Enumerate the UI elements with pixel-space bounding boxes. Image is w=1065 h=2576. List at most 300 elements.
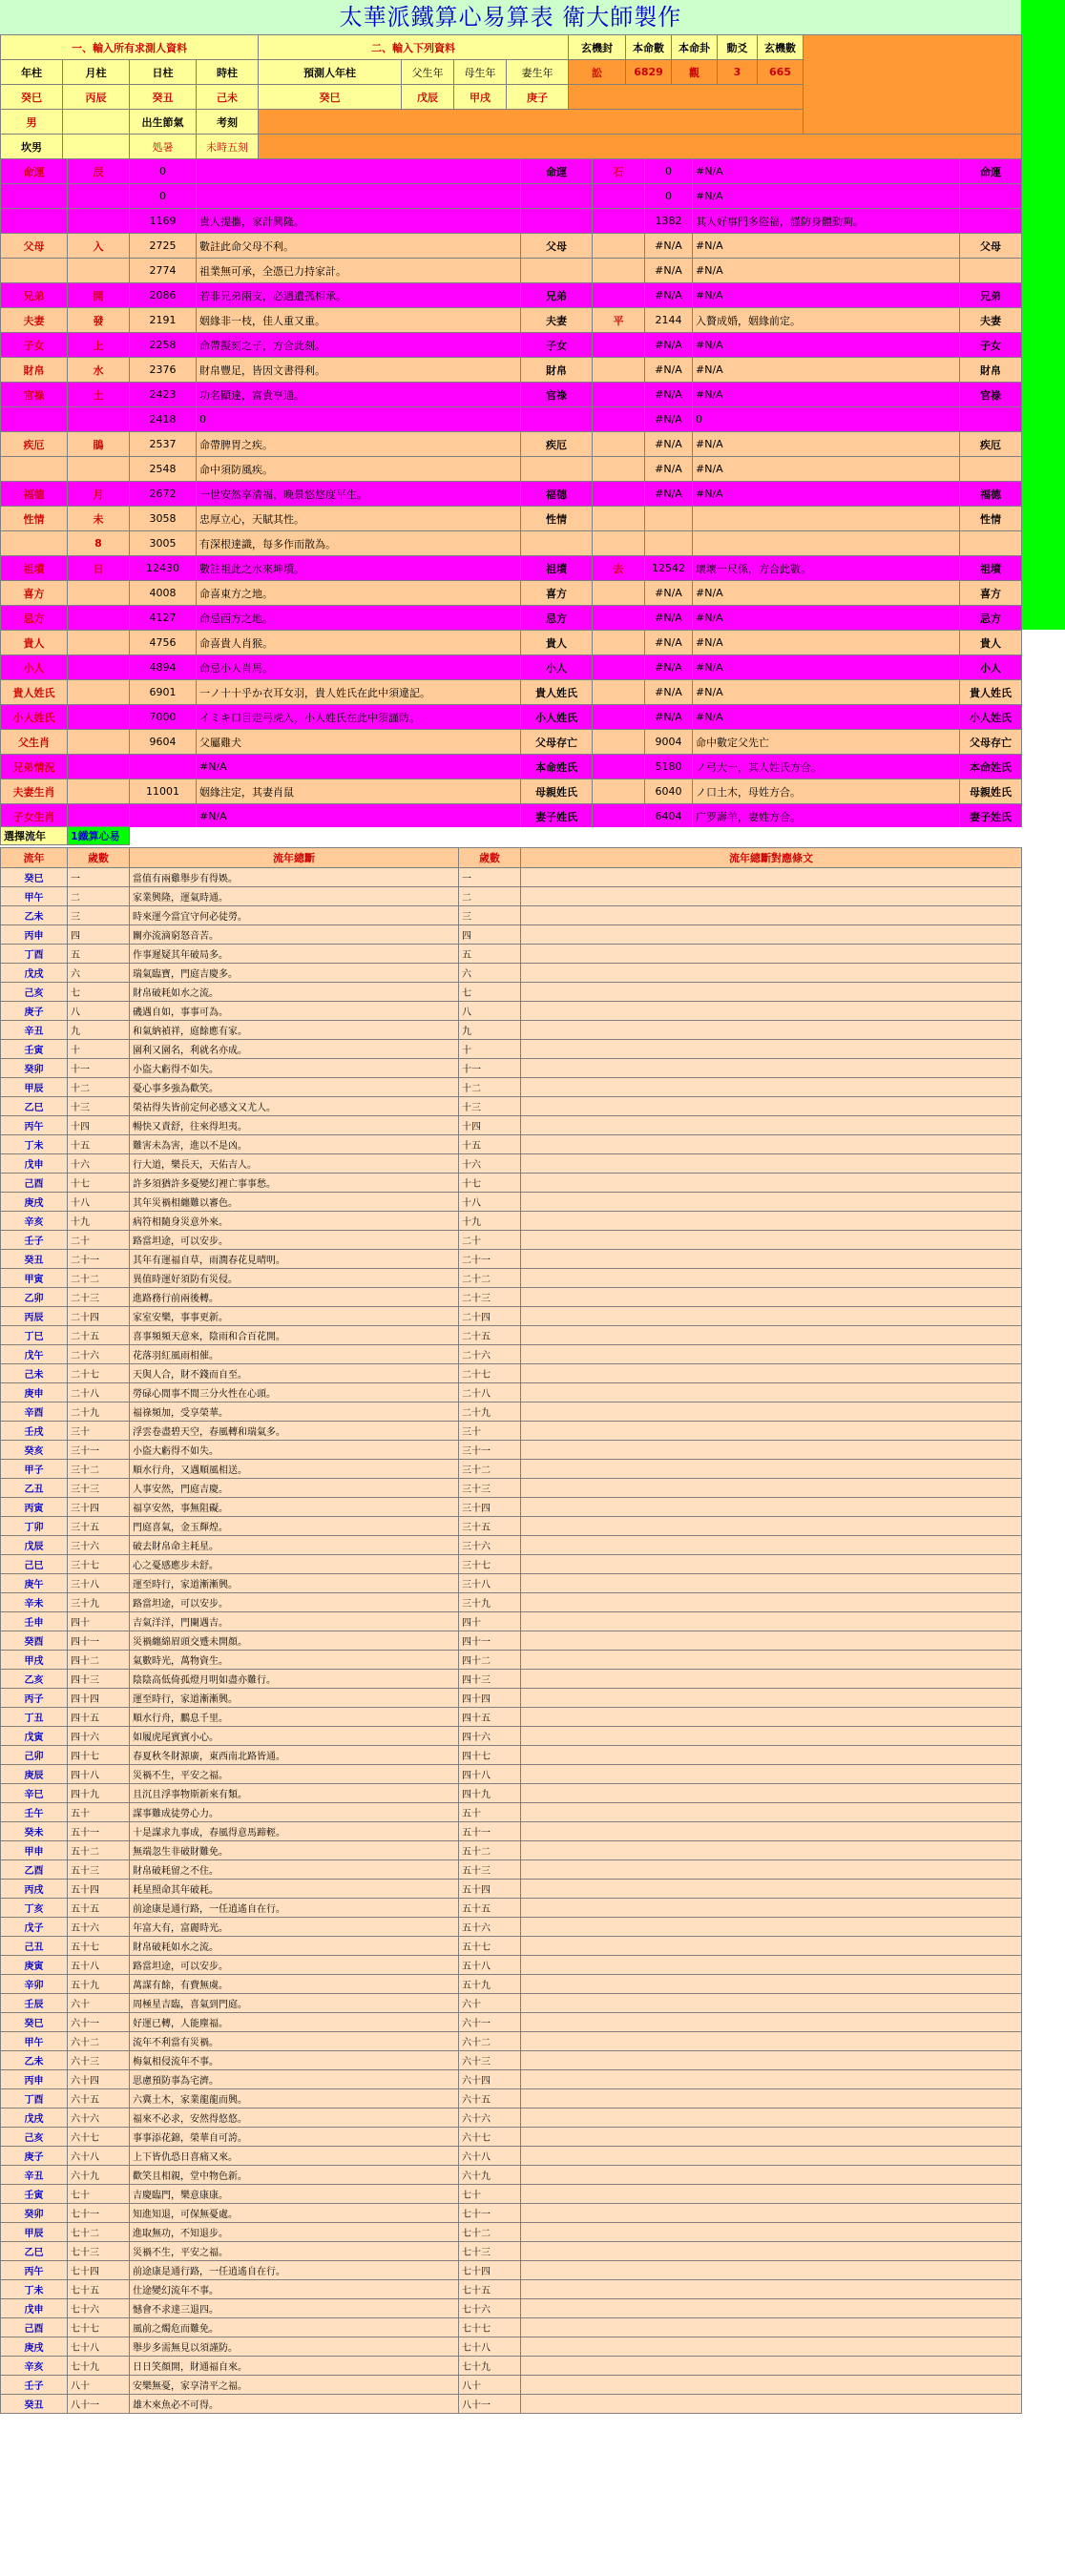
hour-pillar-input[interactable]: 己未: [197, 85, 259, 110]
palace-key: [68, 631, 130, 655]
liunian-ganzhi: 庚戌: [1, 2337, 68, 2357]
kan-label: 坎男: [1, 135, 63, 159]
palace-label: [1, 407, 68, 432]
liunian-ganzhi: 辛亥: [1, 1212, 68, 1231]
liunian-text: [521, 2147, 1022, 2166]
liunian-summary: 財帛破耗留之不住。: [130, 1860, 459, 1880]
palace-number-right: 12542: [645, 556, 693, 581]
destiny-row: [1, 556, 1022, 581]
palace-key: 鵑: [68, 432, 130, 457]
liunian-age: 六十四: [68, 2070, 130, 2089]
liunian-ganzhi: 丙申: [1, 925, 68, 945]
mystic-val-2: 觀: [672, 60, 718, 85]
palace-number: 2725: [130, 234, 197, 259]
palace-text: 命帶擬刻之子，方合此刻。: [197, 333, 521, 358]
palace-number: 9604: [130, 730, 197, 755]
liunian-age-ref: 十七: [459, 1174, 521, 1193]
destiny-row: [1, 283, 1022, 308]
liunian-age: 六十: [68, 1994, 130, 2013]
palace-text-right: 0: [693, 407, 960, 432]
liunian-age: 二十八: [68, 1383, 130, 1402]
palace-label: 官祿: [1, 383, 68, 407]
liunian-age-ref: 十六: [459, 1154, 521, 1174]
palace-number: 0: [130, 184, 197, 209]
liunian-row: [1, 1383, 1022, 1402]
liunian-ganzhi: 癸亥: [1, 1441, 68, 1460]
liunian-ganzhi: 壬寅: [1, 2185, 68, 2204]
liunian-age-ref: 二十二: [459, 1269, 521, 1288]
palace-label-right: 福德: [521, 482, 593, 507]
liunian-age-ref: 五十八: [459, 1956, 521, 1975]
liunian-row: [1, 1708, 1022, 1727]
palace-key-right: [593, 482, 645, 507]
liunian-row: [1, 1860, 1022, 1880]
destiny-row: [1, 755, 1022, 779]
palace-text-right: #N/A: [693, 283, 960, 308]
palace-label-far: 妻子姓氏: [960, 804, 1022, 829]
wife-year-input[interactable]: 庚子: [507, 85, 569, 110]
month-pillar-input[interactable]: 丙辰: [63, 85, 130, 110]
palace-label: 財帛: [1, 358, 68, 383]
palace-label-far: 財帛: [960, 358, 1022, 383]
palace-label-right: 祖墳: [521, 556, 593, 581]
birth-term-value[interactable]: 処暑: [130, 135, 197, 159]
liunian-ganzhi: 庚辰: [1, 1765, 68, 1784]
destiny-row: [1, 804, 1022, 829]
liunian-row: [1, 1765, 1022, 1784]
liunian-age: 二十九: [68, 1402, 130, 1422]
liunian-age: 四十四: [68, 1689, 130, 1708]
liunian-text: [521, 2013, 1022, 2032]
liunian-summary: 其年有運福自草，雨潤春花見晴明。: [130, 1250, 459, 1269]
palace-number-right: #N/A: [645, 606, 693, 631]
palace-key-right: [593, 209, 645, 234]
palace-key-right: [593, 755, 645, 779]
liunian-ganzhi: 丙午: [1, 1116, 68, 1135]
liunian-age-ref: 二十八: [459, 1383, 521, 1402]
liunian-age-ref: 一: [459, 868, 521, 887]
palace-key: [68, 730, 130, 755]
liunian-text: [521, 1994, 1022, 2013]
liunian-age-ref: 三十八: [459, 1574, 521, 1593]
liunian-age: 七十八: [68, 2337, 130, 2357]
liunian-text: [521, 1899, 1022, 1918]
liunian-row: [1, 1307, 1022, 1326]
liunian-text: [521, 964, 1022, 983]
liunian-row: [1, 1422, 1022, 1441]
liunian-age-ref: 十五: [459, 1135, 521, 1154]
palace-number: 4008: [130, 581, 197, 606]
palace-label-right: 官祿: [521, 383, 593, 407]
liunian-text: [521, 1956, 1022, 1975]
palace-text-right: #N/A: [693, 655, 960, 680]
liunian-text: [521, 2109, 1022, 2128]
liunian-age-ref: 五十九: [459, 1975, 521, 1994]
liunian-text: [521, 2318, 1022, 2337]
predict-year-input[interactable]: 癸巳: [259, 85, 402, 110]
palace-key-right: 石: [593, 159, 645, 184]
section2-label: 二、輸入下列資料: [259, 35, 569, 60]
palace-text-right: #N/A: [693, 259, 960, 283]
palace-key-right: [593, 655, 645, 680]
liunian-row: [1, 1021, 1022, 1040]
liunian-ganzhi: 癸未: [1, 1822, 68, 1841]
liunian-text: [521, 1250, 1022, 1269]
liunian-age: 四十一: [68, 1631, 130, 1651]
palace-text: 功名顯達，富貴亨通。: [197, 383, 521, 407]
liunian-summary: 家業興隆，運氣時通。: [130, 887, 459, 906]
mystic-filler: [569, 85, 804, 110]
liunian-summary: 難害未為害，進以不是凶。: [130, 1135, 459, 1154]
liunian-text: [521, 2357, 1022, 2376]
palace-text-right: 入贅成婚，姻緣前定。: [693, 308, 960, 333]
liunian-age: 十四: [68, 1116, 130, 1135]
header-orange-fill: [259, 135, 1022, 159]
liunian-summary: 事事添花錦，榮華自可誇。: [130, 2128, 459, 2147]
liunian-ganzhi: 丁酉: [1, 2089, 68, 2109]
liunian-age: 五十八: [68, 1956, 130, 1975]
liunian-summary: 磯遇自如，事事可為。: [130, 1002, 459, 1021]
palace-text: 一ノ十十乎か衣耳女羽，貴人姓氏在此中須違記。: [197, 680, 521, 705]
palace-label-far: 小人姓氏: [960, 705, 1022, 730]
liunian-text: [521, 1116, 1022, 1135]
palace-number-right: 6404: [645, 804, 693, 829]
gender-input[interactable]: 男: [1, 110, 63, 135]
liunian-row: [1, 1880, 1022, 1899]
liunian-text: [521, 1288, 1022, 1307]
liunian-text: [521, 1803, 1022, 1822]
liunian-summary: 耗星照命其年破耗。: [130, 1880, 459, 1899]
liunian-ganzhi: 乙酉: [1, 1860, 68, 1880]
palace-text-right: [693, 531, 960, 556]
liunian-ganzhi: 癸酉: [1, 1631, 68, 1651]
palace-text-right: #N/A: [693, 581, 960, 606]
palace-key: [68, 581, 130, 606]
liunian-row: [1, 1097, 1022, 1116]
liunian-age: 七十七: [68, 2318, 130, 2337]
palace-number: 2423: [130, 383, 197, 407]
palace-text-right: #N/A: [693, 358, 960, 383]
liunian-text: [521, 1975, 1022, 1994]
liunian-ganzhi: 戊申: [1, 2299, 68, 2318]
liunian-row: [1, 1078, 1022, 1097]
liunian-age-ref: 三十: [459, 1422, 521, 1441]
liunian-row: [1, 1631, 1022, 1651]
liunian-age-ref: 三十三: [459, 1479, 521, 1498]
liunian-row: [1, 868, 1022, 887]
liunian-row: [1, 1288, 1022, 1307]
palace-text: [197, 184, 521, 209]
mystic-head-4: 玄機數: [758, 35, 804, 60]
destiny-row: [1, 234, 1022, 259]
liunian-age: 七十四: [68, 2261, 130, 2280]
liunian-ganzhi: 丙寅: [1, 1498, 68, 1517]
destiny-row: [1, 184, 1022, 209]
palace-label: 疾厄: [1, 432, 68, 457]
liunian-text: [521, 2395, 1022, 2414]
liunian-row: [1, 1803, 1022, 1822]
palace-label-right: 兄弟: [521, 283, 593, 308]
liunian-summary: 流年不利當有災禍。: [130, 2032, 459, 2051]
liunian-row: [1, 2013, 1022, 2032]
palace-label-far: [960, 457, 1022, 482]
liunian-age: 七十一: [68, 2204, 130, 2223]
liunian-age: 四十七: [68, 1746, 130, 1765]
palace-key-right: [593, 259, 645, 283]
mystic-head-3: 動爻: [718, 35, 758, 60]
liunian-head-age: 歲數: [68, 848, 130, 868]
palace-number-right: [645, 507, 693, 531]
palace-number-right: 6040: [645, 779, 693, 804]
liunian-summary: 小盜大虧得不如失。: [130, 1441, 459, 1460]
liunian-ganzhi: 己丑: [1, 1937, 68, 1956]
liunian-ganzhi: 庚午: [1, 1574, 68, 1593]
palace-number-right: #N/A: [645, 581, 693, 606]
liunian-age: 四十二: [68, 1651, 130, 1670]
liunian-age: 八十: [68, 2376, 130, 2395]
liunian-row: [1, 1593, 1022, 1612]
liunian-summary: 災禍纏綿眉頭交蹙未開顏。: [130, 1631, 459, 1651]
liunian-age: 七十二: [68, 2223, 130, 2242]
day-pillar-input[interactable]: 癸丑: [130, 85, 197, 110]
palace-text: 一世安然享清福，晚景悠悠度平生。: [197, 482, 521, 507]
liunian-summary: 風前之燭危而難免。: [130, 2318, 459, 2337]
destiny-row: [1, 779, 1022, 804]
liunian-age: 二十七: [68, 1364, 130, 1383]
liunian-age-ref: 六十八: [459, 2147, 521, 2166]
liunian-ganzhi: 癸丑: [1, 2395, 68, 2414]
destiny-row: [1, 209, 1022, 234]
palace-label-right: 小人: [521, 655, 593, 680]
palace-label-right: 夫妻: [521, 308, 593, 333]
liunian-summary: 氣數時光，萬物資生。: [130, 1651, 459, 1670]
palace-label: 子女生肖: [1, 804, 68, 829]
liunian-text: [521, 1154, 1022, 1174]
palace-text: #N/A: [197, 755, 521, 779]
liunian-summary: 思慮預防事為宅濟。: [130, 2070, 459, 2089]
liunian-summary: 吉氣洋洋，門闌遇吉。: [130, 1612, 459, 1631]
palace-number-right: #N/A: [645, 383, 693, 407]
liunian-text: [521, 1345, 1022, 1364]
kaoke-value[interactable]: 未時五刻: [197, 135, 259, 159]
palace-text: 貴人提攜，家計興隆。: [197, 209, 521, 234]
liunian-age: 五十二: [68, 1841, 130, 1860]
liunian-text: [521, 1231, 1022, 1250]
liunian-row: [1, 2089, 1022, 2109]
palace-number-right: #N/A: [645, 655, 693, 680]
destiny-row: [1, 308, 1022, 333]
liunian-summary: 路當坦途，可以安步。: [130, 1593, 459, 1612]
liunian-age-ref: 六: [459, 964, 521, 983]
liunian-age-ref: 二十五: [459, 1326, 521, 1345]
palace-label: 喜方: [1, 581, 68, 606]
palace-text: 命忌小人肖馬。: [197, 655, 521, 680]
liunian-text: [521, 2280, 1022, 2299]
liunian-text: [521, 2376, 1022, 2395]
liunian-summary: 人事安然，門庭吉慶。: [130, 1479, 459, 1498]
liunian-age: 十七: [68, 1174, 130, 1193]
mother-year-input[interactable]: 甲戌: [454, 85, 507, 110]
palace-label: 祖墳: [1, 556, 68, 581]
palace-label-far: 疾厄: [960, 432, 1022, 457]
liunian-age-ref: 五十三: [459, 1860, 521, 1880]
liunian-age: 九: [68, 1021, 130, 1040]
palace-key: [68, 655, 130, 680]
liunian-summary: 且沉且浮事物斯新來有類。: [130, 1784, 459, 1803]
palace-label: [1, 457, 68, 482]
input-header-table: [0, 34, 1022, 159]
liunian-row: [1, 1689, 1022, 1708]
palace-label: 小人: [1, 655, 68, 680]
liunian-ganzhi: 乙亥: [1, 1670, 68, 1689]
palace-key: 日: [68, 556, 130, 581]
liunian-age-ref: 五十一: [459, 1822, 521, 1841]
liunian-summary: 運至時行，家道漸漸興。: [130, 1574, 459, 1593]
palace-text-right: #N/A: [693, 482, 960, 507]
palace-label-far: 夫妻: [960, 308, 1022, 333]
palace-key: 辰: [68, 159, 130, 184]
liunian-age-ref: 八十: [459, 2376, 521, 2395]
liunian-age-ref: 三十四: [459, 1498, 521, 1517]
select-liunian-value[interactable]: 1鐵算心易: [68, 827, 130, 845]
liunian-summary: 關亦流滴窮怒音苦。: [130, 925, 459, 945]
palace-label: 父母: [1, 234, 68, 259]
palace-label-right: [521, 209, 593, 234]
liunian-text: [521, 1574, 1022, 1593]
palace-label: 父生肖: [1, 730, 68, 755]
liunian-age-ref: 六十: [459, 1994, 521, 2013]
liunian-ganzhi: 丙辰: [1, 1307, 68, 1326]
liunian-summary: 進取無功，不知退步。: [130, 2223, 459, 2242]
liunian-ganzhi: 乙未: [1, 2051, 68, 2070]
liunian-ganzhi: 壬辰: [1, 1994, 68, 2013]
palace-key: [68, 407, 130, 432]
liunian-summary: 災禍不生，平安之福。: [130, 1765, 459, 1784]
liunian-age-ref: 二十三: [459, 1288, 521, 1307]
liunian-age-ref: 七十三: [459, 2242, 521, 2261]
liunian-summary: 勞碌心閒事不閒三分火性在心頭。: [130, 1383, 459, 1402]
liunian-summary: 路當坦途，可以安步。: [130, 1956, 459, 1975]
liunian-age: 一: [68, 868, 130, 887]
liunian-age-ref: 五十二: [459, 1841, 521, 1860]
liunian-age: 十八: [68, 1193, 130, 1212]
palace-label-right: 本命姓氏: [521, 755, 593, 779]
palace-text-right: #N/A: [693, 457, 960, 482]
liunian-ganzhi: 乙巳: [1, 1097, 68, 1116]
select-filler: [130, 827, 1022, 845]
palace-label-far: 性情: [960, 507, 1022, 531]
liunian-row: [1, 2261, 1022, 2280]
liunian-age-ref: 三十二: [459, 1460, 521, 1479]
liunian-age: 六: [68, 964, 130, 983]
palace-key-right: [593, 680, 645, 705]
liunian-age: 三十五: [68, 1517, 130, 1536]
palace-number: 2376: [130, 358, 197, 383]
palace-key-right: 去: [593, 556, 645, 581]
palace-key: 土: [68, 383, 130, 407]
liunian-age: 二十六: [68, 1345, 130, 1364]
father-year-input[interactable]: 戊辰: [402, 85, 454, 110]
palace-number-right: #N/A: [645, 482, 693, 507]
liunian-ganzhi: 丙申: [1, 2070, 68, 2089]
palace-text: 祖業無可承，全憑已力持家計。: [197, 259, 521, 283]
palace-label-far: 兄弟: [960, 283, 1022, 308]
palace-label-right: 妻子姓氏: [521, 804, 593, 829]
liunian-summary: 瑞氣臨寶，門庭吉慶多。: [130, 964, 459, 983]
palace-label-right: [521, 531, 593, 556]
liunian-summary: 當值有兩雞舉步有得娛。: [130, 868, 459, 887]
liunian-ganzhi: 壬子: [1, 2376, 68, 2395]
liunian-age: 五十九: [68, 1975, 130, 1994]
year-pillar-input[interactable]: 癸巳: [1, 85, 63, 110]
liunian-text: [521, 1097, 1022, 1116]
palace-key: 月: [68, 482, 130, 507]
palace-label-far: [960, 407, 1022, 432]
palace-label-far: 官祿: [960, 383, 1022, 407]
palace-label-far: 祖墳: [960, 556, 1022, 581]
palace-label: 兄弟情況: [1, 755, 68, 779]
palace-number-right: 0: [645, 184, 693, 209]
destiny-row: [1, 457, 1022, 482]
liunian-ganzhi: 甲辰: [1, 2223, 68, 2242]
palace-label-far: [960, 259, 1022, 283]
liunian-text: [521, 1021, 1022, 1040]
liunian-row: [1, 2109, 1022, 2128]
palace-key-right: [593, 631, 645, 655]
liunian-ganzhi: 丁未: [1, 1135, 68, 1154]
liunian-age: 三十四: [68, 1498, 130, 1517]
liunian-row: [1, 1059, 1022, 1078]
palace-number: 2548: [130, 457, 197, 482]
liunian-summary: 福來不必求，安然得悠悠。: [130, 2109, 459, 2128]
liunian-head-summary: 流年總斷: [130, 848, 459, 868]
liunian-row: [1, 945, 1022, 964]
palace-label-far: 小人: [960, 655, 1022, 680]
palace-label: 小人姓氏: [1, 705, 68, 730]
col-mother: 母生年: [454, 60, 507, 85]
palace-key: [68, 804, 130, 829]
destiny-row: [1, 358, 1022, 383]
palace-label-far: 貴人姓氏: [960, 680, 1022, 705]
liunian-summary: 萬謀有餘，有費無虞。: [130, 1975, 459, 1994]
palace-label-right: [521, 457, 593, 482]
mystic-val-0: 訟: [569, 60, 626, 85]
palace-label-far: [960, 184, 1022, 209]
palace-label: 子女: [1, 333, 68, 358]
liunian-text: [521, 1422, 1022, 1441]
liunian-row: [1, 1174, 1022, 1193]
liunian-summary: 喜事頻頻天意來，陰雨和合百花開。: [130, 1326, 459, 1345]
palace-number-right: #N/A: [645, 358, 693, 383]
liunian-row: [1, 2032, 1022, 2051]
liunian-row: [1, 1250, 1022, 1269]
palace-label-right: 父母: [521, 234, 593, 259]
palace-text: #N/A: [197, 804, 521, 829]
liunian-row: [1, 1135, 1022, 1154]
liunian-summary: 陰陰高低倚孤燈月明如盡亦難行。: [130, 1670, 459, 1689]
liunian-row: [1, 1918, 1022, 1937]
liunian-age-ref: 六十四: [459, 2070, 521, 2089]
liunian-text: [521, 1765, 1022, 1784]
liunian-summary: 如履虎尾賓賓小心。: [130, 1727, 459, 1746]
liunian-age: 五十六: [68, 1918, 130, 1937]
liunian-age: 五: [68, 945, 130, 964]
liunian-row: [1, 1727, 1022, 1746]
liunian-summary: 其年災禍相纏難以審色。: [130, 1193, 459, 1212]
destiny-row: [1, 259, 1022, 283]
palace-label: 夫妻生肖: [1, 779, 68, 804]
palace-number-right: 2144: [645, 308, 693, 333]
